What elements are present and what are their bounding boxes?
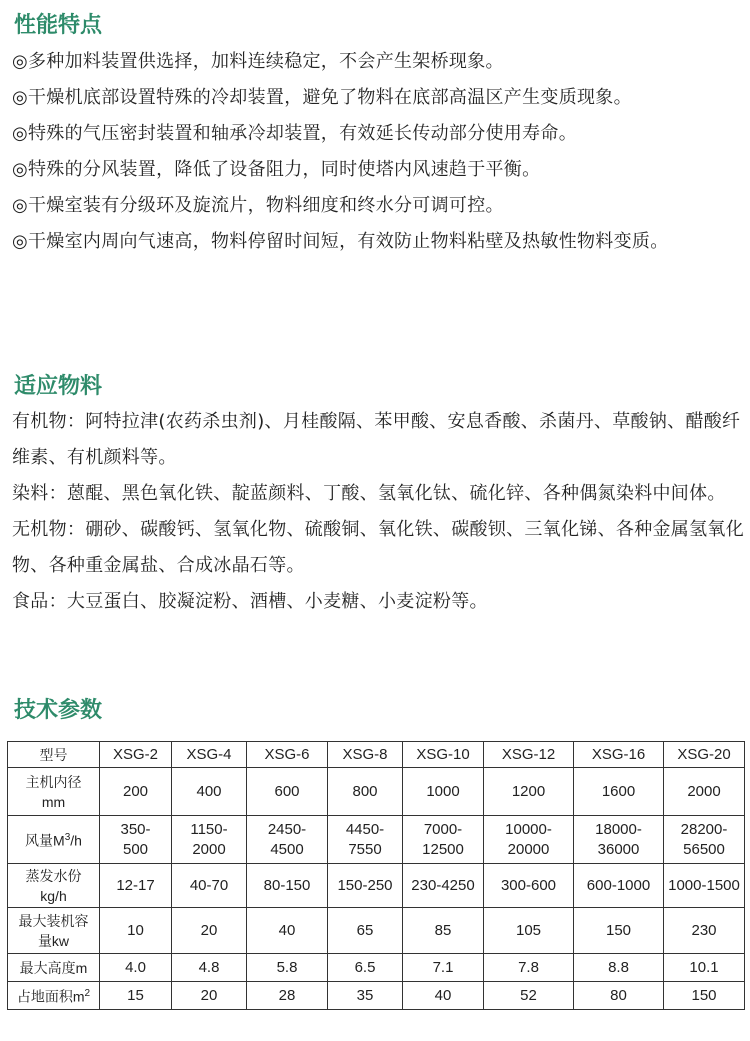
- spec-cell: 10000- 20000: [484, 816, 574, 864]
- spec-cell: 4.8: [172, 954, 247, 982]
- spec-cell: 1600: [574, 768, 664, 816]
- spec-cell: 40: [247, 908, 328, 954]
- feature-item: ◎干燥室装有分级环及旋流片，物料细度和终水分可调可控。: [12, 195, 504, 216]
- spec-cell: 40: [403, 982, 484, 1010]
- feature-item: ◎干燥机底部设置特殊的冷却装置，避免了物料在底部高温区产生变质现象。: [12, 87, 632, 108]
- spec-cell: 150-250: [328, 864, 403, 908]
- spec-cell: 15: [100, 982, 172, 1010]
- spec-cell: 8.8: [574, 954, 664, 982]
- spec-cell: 4450- 7550: [328, 816, 403, 864]
- material-item: 无机物：硼砂、碳酸钙、氢氧化物、硫酸铜、氧化铁、碳酸钡、三氧化锑、各种金属氢氧化物、各种重金属盐、合成冰晶石等。: [12, 519, 744, 576]
- spec-cell: 5.8: [247, 954, 328, 982]
- spec-cell: 40-70: [172, 864, 247, 908]
- spec-row-label: 最大高度m: [8, 954, 100, 982]
- spec-cell: 1000: [403, 768, 484, 816]
- model-header: XSG-16: [574, 742, 664, 768]
- spec-cell: 1200: [484, 768, 574, 816]
- model-header: XSG-4: [172, 742, 247, 768]
- spec-cell: 18000- 36000: [574, 816, 664, 864]
- spec-cell: 200: [100, 768, 172, 816]
- spec-cell: 105: [484, 908, 574, 954]
- spec-cell: 2000: [664, 768, 745, 816]
- spec-cell: 2450- 4500: [247, 816, 328, 864]
- spec-cell: 7.8: [484, 954, 574, 982]
- spec-cell: 35: [328, 982, 403, 1010]
- spec-cell: 230: [664, 908, 745, 954]
- spec-cell: 6.5: [328, 954, 403, 982]
- spec-row: [8, 768, 745, 816]
- spec-cell: 28: [247, 982, 328, 1010]
- spec-cell: 52: [484, 982, 574, 1010]
- spec-row: [8, 864, 745, 908]
- spec-row-label: 主机内径 mm: [8, 768, 100, 816]
- spec-cell: 85: [403, 908, 484, 954]
- model-header: XSG-12: [484, 742, 574, 768]
- spec-row-label: 风量$M^3/h$: [8, 816, 100, 864]
- model-header: XSG-6: [247, 742, 328, 768]
- spec-cell: 80-150: [247, 864, 328, 908]
- spec-cell: 20: [172, 908, 247, 954]
- section-title-specs: 技术参数: [14, 698, 103, 723]
- materials-list: [12, 404, 744, 620]
- spec-cell: 80: [574, 982, 664, 1010]
- spec-row: [8, 954, 745, 982]
- spec-cell: 7000- 12500: [403, 816, 484, 864]
- feature-item: ◎特殊的气压密封装置和轴承冷却装置，有效延长传动部分使用寿命。: [12, 123, 578, 144]
- spec-cell: 65: [328, 908, 403, 954]
- material-item: 食品：大豆蛋白、胶凝淀粉、酒槽、小麦糖、小麦淀粉等。: [12, 591, 488, 612]
- spec-row-label: 占地面积$m^2$: [8, 982, 100, 1010]
- feature-item: ◎特殊的分风装置，降低了设备阻力，同时使塔内风速趋于平衡。: [12, 159, 541, 180]
- section-title-features: 性能特点: [14, 13, 103, 38]
- feature-item: ◎多种加料装置供选择，加料连续稳定，不会产生架桥现象。: [12, 51, 504, 72]
- header-label: 型号: [8, 742, 100, 768]
- spec-row-label: 蒸发水份 kg/h: [8, 864, 100, 908]
- spec-row-label: 最大装机容 量kw: [8, 908, 100, 954]
- spec-cell: 800: [328, 768, 403, 816]
- spec-cell: 20: [172, 982, 247, 1010]
- feature-list: [12, 44, 744, 260]
- spec-cell: 28200- 56500: [664, 816, 745, 864]
- spec-cell: 400: [172, 768, 247, 816]
- spec-header-row: [8, 742, 745, 768]
- spec-cell: 150: [574, 908, 664, 954]
- spec-cell: 10: [100, 908, 172, 954]
- spec-cell: 12-17: [100, 864, 172, 908]
- model-header: XSG-8: [328, 742, 403, 768]
- material-item: 染料：蒽醌、黑色氧化铁、靛蓝颜料、丁酸、氢氧化钛、硫化锌、各种偶氮染料中间体。: [12, 483, 726, 504]
- spec-cell: 1150- 2000: [172, 816, 247, 864]
- spec-cell: 1000-1500: [664, 864, 745, 908]
- spec-table: [7, 741, 745, 1010]
- spec-row: [8, 908, 745, 954]
- model-header: XSG-20: [664, 742, 745, 768]
- spec-cell: 300-600: [484, 864, 574, 908]
- spec-row: [8, 816, 745, 864]
- spec-cell: 4.0: [100, 954, 172, 982]
- material-item: 有机物：阿特拉津(农药杀虫剂)、月桂酸隔、苯甲酸、安息香酸、杀菌丹、草酸钠、醋酸纤维素、有机颜料等。: [12, 411, 741, 468]
- spec-cell: 230-4250: [403, 864, 484, 908]
- spec-cell: 600-1000: [574, 864, 664, 908]
- model-header: XSG-2: [100, 742, 172, 768]
- spec-cell: 600: [247, 768, 328, 816]
- feature-item: ◎干燥室内周向气速高，物料停留时间短，有效防止物料粘壁及热敏性物料变质。: [12, 231, 669, 252]
- spec-row: [8, 982, 745, 1010]
- model-header: XSG-10: [403, 742, 484, 768]
- spec-cell: 150: [664, 982, 745, 1010]
- spec-cell: 10.1: [664, 954, 745, 982]
- spec-cell: 7.1: [403, 954, 484, 982]
- spec-cell: 350- 500: [100, 816, 172, 864]
- section-title-materials: 适应物料: [14, 374, 103, 399]
